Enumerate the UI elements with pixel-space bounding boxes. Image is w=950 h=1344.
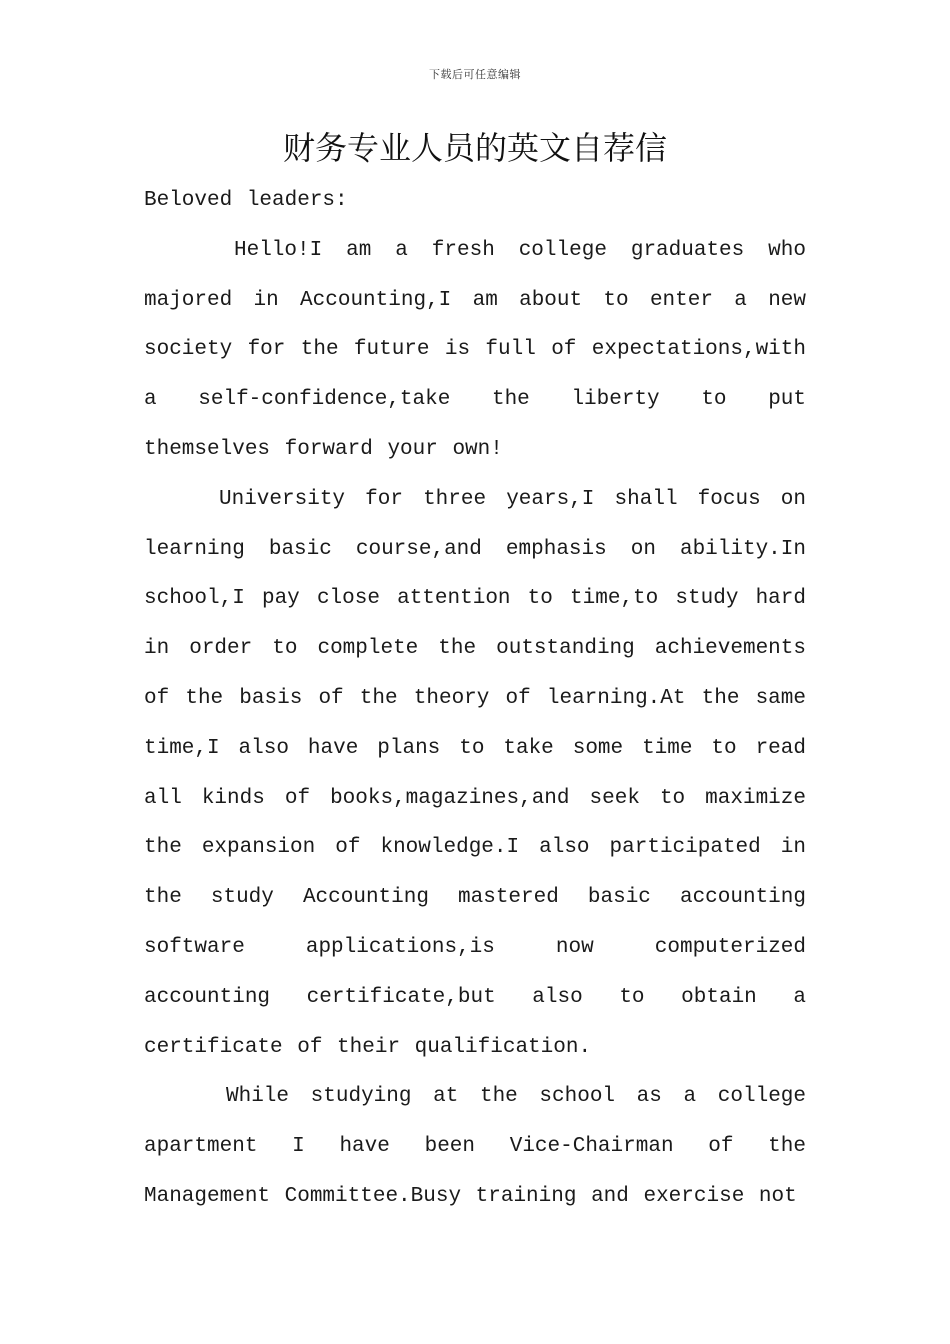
salutation: Beloved leaders:	[144, 189, 348, 212]
page-title: 财务专业人员的英文自荐信	[282, 129, 667, 167]
paragraph: Hello!I am a fresh college graduates who majored in Accounting,I am about to enter a new society for the future is full of expectations,with a self-confidence,take the liberty to put themselves forward your own!	[144, 238, 806, 461]
letter-body	[144, 176, 806, 1222]
paragraph: While studying at the school as a college apartment I have been Vice-Chairman of the Management Committee.Busy training and exercise not	[144, 1085, 806, 1208]
header-note: 下载后可任意编辑	[429, 68, 521, 81]
paragraph: University for three years,I shall focus on learning basic course,and emphasis on ability.In school,I pay close attention to time,to study hard in order to complete the outstanding achievements of the basis of the theory of learning.At the same time,I also have plans to take some time to read all kinds of books,magazines,and seek to maximize the expansion of knowledge.I also participated in the study Accounting mastered basic accounting software applications,is now computerized accounting certificate,but also to obtain a certificate of their qualification.	[144, 487, 806, 1059]
